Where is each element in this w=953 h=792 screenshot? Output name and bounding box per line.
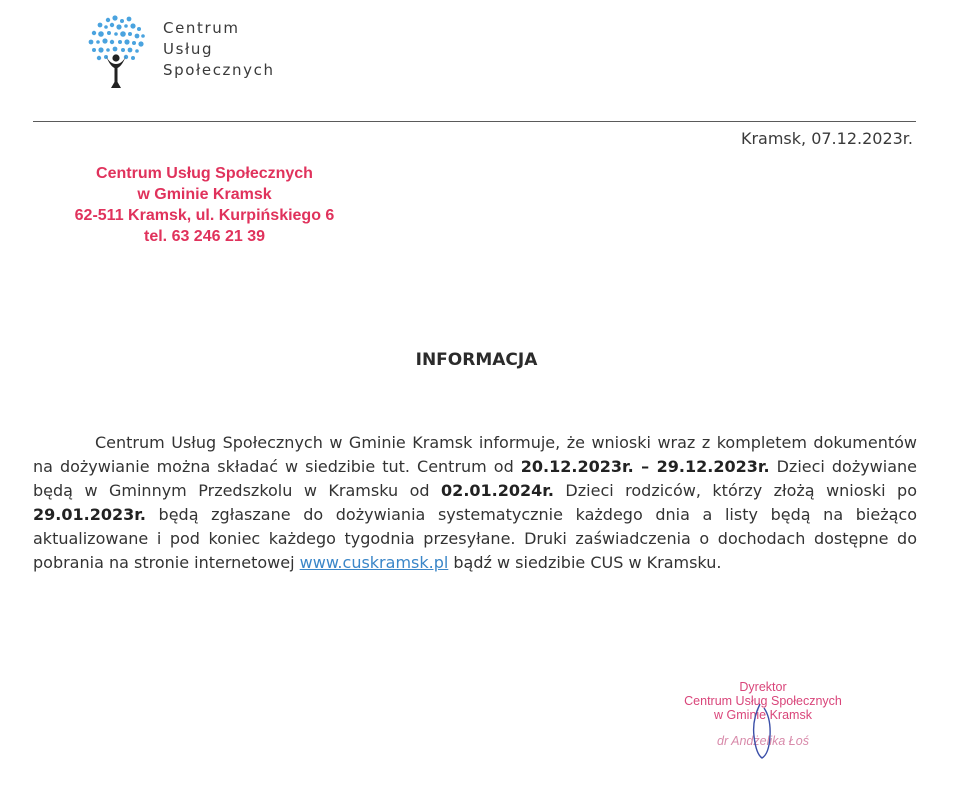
signature-line-1: Dyrektor <box>739 680 787 694</box>
logo-text <box>163 18 275 81</box>
place-date: Kramsk, 07.12.2023r. <box>740 129 913 148</box>
document-title: INFORMACJA <box>415 350 538 370</box>
logo-line-3: Społecznych <box>163 61 275 79</box>
signature-line-2: Centrum Usług Społecznych <box>684 694 842 708</box>
body-text-4: będą zgłaszane do dożywiania systematycznie każdego dnia a listy będą na bieżąco aktualizowane i pod koniec każdego tygodnia przesyłane. Druki zaświadczenia o dochodach dostępne do pobrania na stronie internetowej <box>33 505 917 572</box>
address-stamp <box>52 163 357 247</box>
start-date: 02.01.2024r. <box>441 481 554 500</box>
header-divider <box>33 121 916 122</box>
handwritten-signature-icon <box>742 702 782 762</box>
date-range: 20.12.2023r. – 29.12.2023r. <box>520 457 770 476</box>
body-text <box>33 431 917 575</box>
stamp-line-1: Centrum Usług Społecznych <box>96 165 313 182</box>
logo <box>84 14 304 94</box>
signatory-name: dr Andżelika Łoś <box>717 734 809 748</box>
deadline-date: 29.01.2023r. <box>33 505 146 524</box>
body-text-5: bądź w siedzibie CUS w Kramsku. <box>448 553 722 572</box>
logo-line-2: Usług <box>163 40 214 58</box>
stamp-line-2: w Gminie Kramsk <box>137 186 272 203</box>
stamp-line-3: 62-511 Kramsk, ul. Kurpińskiego 6 <box>74 207 335 224</box>
logo-line-1: Centrum <box>163 19 240 37</box>
body-paragraph <box>33 431 917 575</box>
signature-line-3: w Gminie Kramsk <box>714 708 812 722</box>
body-text-1: Centrum Usług Społecznych w Gminie Kramsk informuje, że wnioski wraz z kompletem dokumentów na dożywianie można składać w siedzibie tut. Centrum od <box>33 433 917 476</box>
website-link[interactable]: www.cuskramsk.pl <box>299 553 449 572</box>
body-text-3: Dzieci rodziców, którzy złożą wnioski po <box>553 481 917 500</box>
stamp-line-4: tel. 63 246 21 39 <box>144 228 265 245</box>
body-text-2: Dzieci dożywiane będą w Gminnym Przedszkolu w Kramsku od <box>33 457 918 500</box>
tree-of-dots-icon <box>84 14 150 90</box>
